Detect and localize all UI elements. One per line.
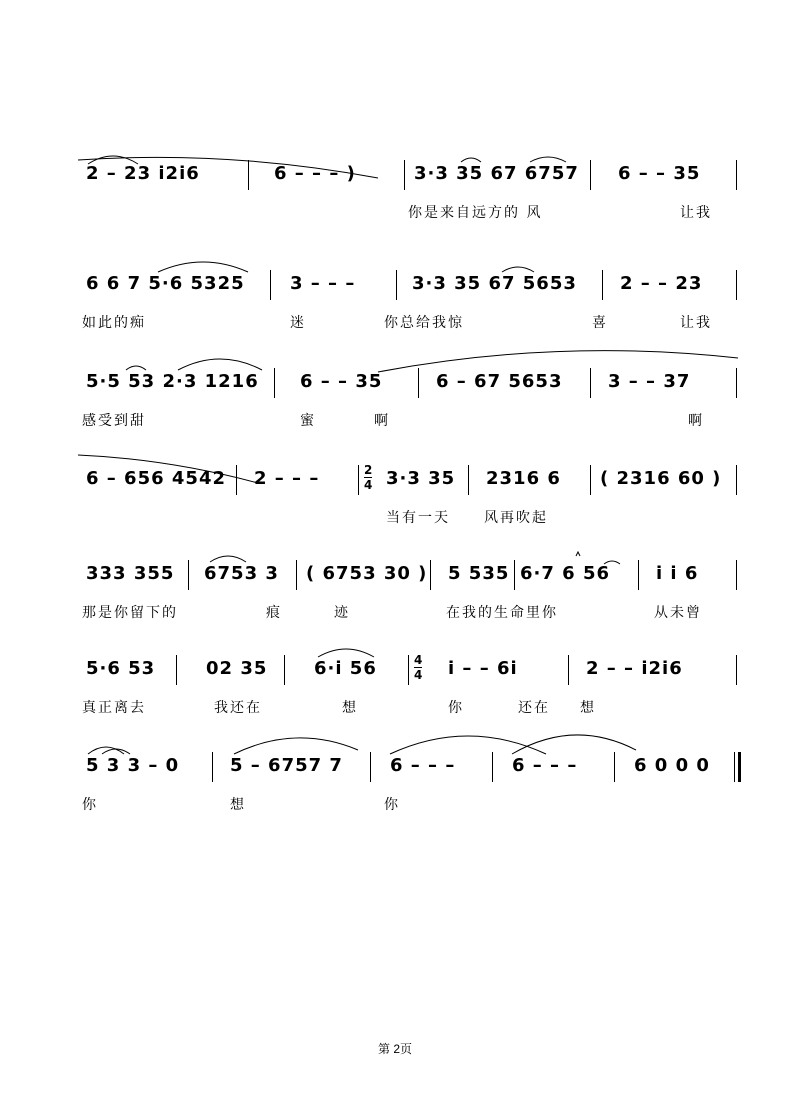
measure: 6 6 7 5·6 5325 xyxy=(86,273,245,294)
lyric: 那是你留下的 xyxy=(82,605,178,621)
barline xyxy=(270,270,271,300)
barline xyxy=(418,368,419,398)
barline xyxy=(736,560,737,590)
measure: 2 – – i2i6 xyxy=(586,658,683,679)
score-line-6 xyxy=(78,645,748,735)
barline xyxy=(408,655,409,685)
barline xyxy=(430,560,431,590)
measure: 5·6 53 xyxy=(86,658,156,679)
lyric: 你 xyxy=(384,797,400,813)
barline xyxy=(296,560,297,590)
lyric: 迷 xyxy=(290,315,306,331)
barline xyxy=(734,752,735,782)
lyric: 啊 xyxy=(374,413,390,429)
measure: 5 – 6757 7 xyxy=(230,755,343,776)
measure: 3 – – – xyxy=(290,273,356,294)
barline xyxy=(236,465,237,495)
lyric: 当有一天 xyxy=(386,510,450,526)
measure: 5 3 3 – 0 xyxy=(86,755,180,776)
barline xyxy=(590,465,591,495)
measure: 5 535 xyxy=(448,563,510,584)
barline xyxy=(736,160,737,190)
lyric: 蜜 xyxy=(300,413,316,429)
lyric: 痕 xyxy=(266,605,282,621)
measure: 6·7 6 56 xyxy=(520,563,610,584)
time-signature-top: 2 xyxy=(364,463,373,477)
lyric: 风再吹起 xyxy=(484,510,548,526)
barline xyxy=(514,560,515,590)
barline xyxy=(638,560,639,590)
measure: 3·3 35 67 5653 xyxy=(412,273,577,294)
score-line-1 xyxy=(78,150,748,240)
barline xyxy=(358,465,359,495)
lyric: 你 xyxy=(448,700,464,716)
measure: i i 6 xyxy=(656,563,699,584)
lyric: 你总给我惊 xyxy=(384,315,464,331)
measure: 6 – – – xyxy=(390,755,456,776)
score-line-2 xyxy=(78,260,748,350)
score-line-5 xyxy=(78,550,748,640)
measure: ( 6753 30 ) xyxy=(306,563,428,584)
measure: 6 – – – ) xyxy=(274,163,356,184)
barline xyxy=(568,655,569,685)
score-line-3 xyxy=(78,358,748,448)
time-signature-top: 4 xyxy=(414,653,423,667)
measure: i – – 6i xyxy=(448,658,518,679)
measure: 5·5 53 2·3 1216 xyxy=(86,371,259,392)
barline xyxy=(492,752,493,782)
score-line-7 xyxy=(78,742,748,832)
time-signature xyxy=(414,653,422,682)
measure: 2 – 23 i2i6 xyxy=(86,163,200,184)
barline xyxy=(736,465,737,495)
barline xyxy=(212,752,213,782)
measure: 6·i 56 xyxy=(314,658,377,679)
lyric: 如此的痴 xyxy=(82,315,146,331)
barline xyxy=(736,270,737,300)
lyric: 感受到甜 xyxy=(82,413,146,429)
lyric: 我还在 xyxy=(214,700,262,716)
barline xyxy=(370,752,371,782)
measure: 6 – – 35 xyxy=(618,163,701,184)
lyric: 让我 xyxy=(680,205,712,221)
measure: 6 – – 35 xyxy=(300,371,383,392)
barline xyxy=(468,465,469,495)
lyric: 想 xyxy=(580,700,596,716)
measure: 2 – – 23 xyxy=(620,273,703,294)
measure: 6753 3 xyxy=(204,563,279,584)
barline xyxy=(736,655,737,685)
time-signature-bottom: 4 xyxy=(364,478,373,492)
barline xyxy=(176,655,177,685)
measure: 02 35 xyxy=(206,658,268,679)
barline xyxy=(736,368,737,398)
time-signature-bottom: 4 xyxy=(414,668,423,682)
barline xyxy=(284,655,285,685)
lyric: 啊 xyxy=(688,413,704,429)
barline xyxy=(188,560,189,590)
lyric: 想 xyxy=(342,700,358,716)
lyric: 你 xyxy=(82,797,98,813)
barline xyxy=(274,368,275,398)
measure: 2316 6 xyxy=(486,468,561,489)
barline xyxy=(396,270,397,300)
measure: 6 – – – xyxy=(512,755,578,776)
measure: 3·3 35 xyxy=(386,468,456,489)
lyric: 你是来自远方的 风 xyxy=(408,205,543,221)
lyric: 喜 xyxy=(592,315,608,331)
lyric: 在我的生命里你 xyxy=(446,605,558,621)
barline xyxy=(602,270,603,300)
measure: 3·3 35 67 6757 xyxy=(414,163,579,184)
measure: 2 – – – xyxy=(254,468,320,489)
measure: 6 – 656 4542 xyxy=(86,468,226,489)
lyric: 真正离去 xyxy=(82,700,146,716)
barline xyxy=(404,160,405,190)
measure: 3 – – 37 xyxy=(608,371,691,392)
barline xyxy=(590,368,591,398)
final-barline xyxy=(738,752,741,782)
barline xyxy=(614,752,615,782)
time-signature xyxy=(364,463,372,492)
barline xyxy=(248,160,249,190)
measure: 6 – 67 5653 xyxy=(436,371,563,392)
score-line-4 xyxy=(78,455,748,545)
lyric: 从未曾 xyxy=(654,605,702,621)
measure: 333 355 xyxy=(86,563,175,584)
lyric: 想 xyxy=(230,797,246,813)
lyric: 还在 xyxy=(518,700,550,716)
measure: 6 0 0 0 xyxy=(634,755,710,776)
lyric: 迹 xyxy=(334,605,350,621)
measure: ( 2316 60 ) xyxy=(600,468,722,489)
page-number: 第 2页 xyxy=(377,1042,412,1056)
lyric: 让我 xyxy=(680,315,712,331)
barline xyxy=(590,160,591,190)
